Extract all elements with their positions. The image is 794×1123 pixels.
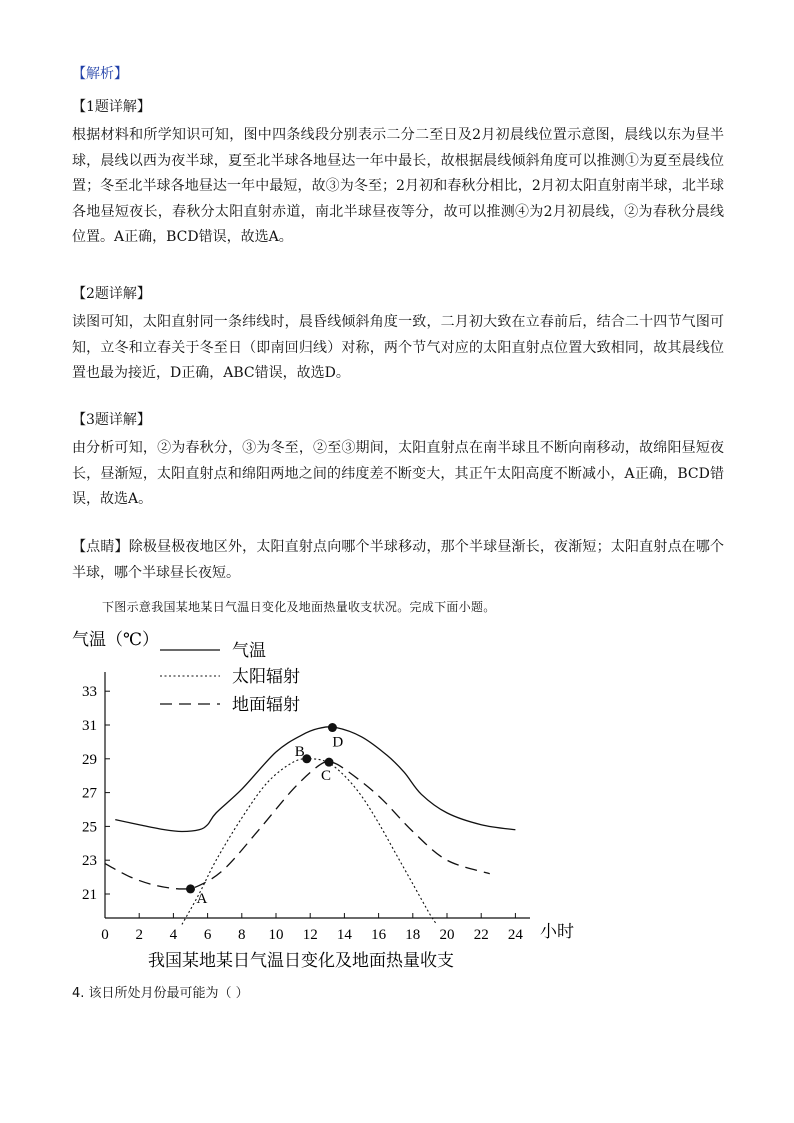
x-tick-label: 6 [203, 927, 212, 943]
x-tick-label: 8 [238, 927, 246, 943]
y-tick-label: 29 [82, 751, 97, 768]
legend-label-1: 太阳辐射 [232, 667, 300, 686]
y-tick-label: 21 [82, 887, 97, 903]
y-axis-label: 气温（℃） [72, 630, 160, 649]
analysis-heading: 【解析】 [72, 66, 128, 82]
q2-title: 【2题详解】 [72, 286, 151, 302]
chart-title: 我国某地某日气温日变化及地面热量收支 [148, 951, 454, 970]
y-tick-label: 23 [82, 853, 97, 870]
x-tick-label: 24 [507, 927, 523, 943]
question-4: 4. 该日所处月份最可能为（ ） [72, 986, 249, 1001]
y-tick-label: 27 [82, 785, 97, 802]
tip-title: 【点睛】 [72, 539, 129, 555]
x-tick-label: 0 [101, 927, 109, 943]
point-label-d: D [332, 734, 344, 751]
temperature-chart [0, 620, 794, 980]
q3-title: 【3题详解】 [72, 412, 151, 428]
point-c [325, 758, 334, 767]
point-label-c: C [321, 768, 332, 785]
series-line-0 [115, 727, 515, 832]
x-tick-label: 18 [405, 927, 421, 943]
q1-title: 【1题详解】 [72, 99, 151, 115]
y-tick-label: 31 [82, 718, 97, 734]
x-tick-label: 2 [135, 927, 143, 943]
series-line-1 [182, 759, 437, 925]
y-tick-label: 33 [82, 684, 97, 701]
tip-text: 除极昼极夜地区外，太阳直射点向哪个半球移动，那个半球昼渐长，夜渐短；太阳直射点在哪个半球，哪个半球昼长夜短。 [72, 539, 725, 581]
chart-intro: 下图示意我国某地某日气温日变化及地面热量收支状况。完成下面小题。 [102, 600, 496, 614]
point-d [328, 723, 337, 732]
x-tick-label: 4 [169, 927, 178, 943]
x-axis-label: 小时 [540, 922, 574, 941]
legend-label-2: 地面辐射 [232, 695, 300, 714]
x-tick-label: 10 [268, 927, 284, 943]
y-tick-label: 25 [82, 819, 97, 836]
y-ticks [82, 684, 110, 903]
series-line-2 [105, 762, 490, 889]
x-tick-label: 16 [371, 927, 387, 943]
point-label-a: A [196, 890, 208, 907]
x-tick-label: 12 [302, 927, 318, 943]
q2-text: 读图可知，太阳直射同一条纬线时，晨昏线倾斜角度一致，二月初大致在立春前后，结合二十四节气图可知，立冬和立春关于冬至日（即南回归线）对称，两个节气对应的太阳直射点位置大致相同，故其晨线位置也最为接近，D正确，ABC错误，故选D。 [72, 314, 724, 381]
q1-text: 根据材料和所学知识可知，图中四条线段分别表示二分二至日及2月初晨线位置示意图，晨线以东为昼半球，晨线以西为夜半球，夏至北半球各地昼达一年中最长，故根据晨线倾斜角度可以推测①为夏至晨线位置；冬至北半球各地昼达一年中最短，故③为冬至；2月初和春秋分相比，2月初太阳直射南半球，北半球各地昼短夜长，春秋分太阳直射赤道，南北半球昼夜等分，故可以推测④为2月初晨线，②为春秋分晨线位置。A正确，BCD错误，故选A。 [72, 127, 724, 245]
legend [160, 641, 300, 714]
point-a [186, 884, 195, 893]
q3-text: 由分析可知，②为春秋分，③为冬至，②至③期间，太阳直射点在南半球且不断向南移动，故绵阳昼短夜长，昼渐短，太阳直射点和绵阳两地之间的纬度差不断变大，其正午太阳高度不断减小，A正确，BCD错误，故选A。 [72, 440, 724, 507]
x-tick-label: 20 [439, 927, 455, 943]
x-tick-label: 22 [473, 927, 489, 943]
data-points [186, 723, 343, 907]
legend-label-0: 气温 [232, 641, 266, 660]
x-tick-label: 14 [336, 927, 352, 943]
tip-paragraph [72, 535, 724, 586]
point-label-b: B [294, 743, 305, 760]
